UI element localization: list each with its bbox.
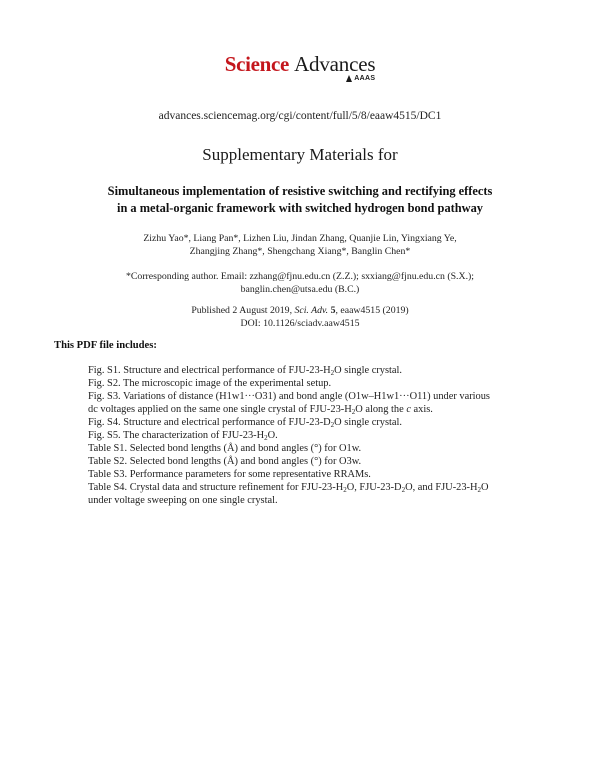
- item-text: Table S4. Crystal data and structure refinement for FJU-23-H: [88, 482, 344, 493]
- published-line: [0, 304, 600, 317]
- aaas-triangle-icon: [346, 75, 352, 82]
- journal-abbrev: Sci. Adv.: [294, 305, 329, 316]
- axis-label: c: [406, 404, 411, 415]
- includes-heading: This PDF file includes:: [54, 340, 157, 351]
- logo-science-word: Science: [224, 52, 290, 76]
- list-item: [88, 442, 558, 455]
- article-url[interactable]: advances.sciencemag.org/cgi/content/full/5/8/eaaw4515/DC1: [158, 110, 442, 122]
- publication-info: [0, 304, 600, 330]
- item-text: Fig. S5. The characterization of FJU-23-H: [88, 430, 265, 441]
- subscript: 2: [477, 486, 482, 494]
- list-item: [88, 377, 558, 390]
- published-suffix: , eaaw4515 (2019): [335, 305, 409, 316]
- paper-title: [0, 183, 600, 217]
- corresponding-line-2: banglin.chen@utsa.edu (B.C.): [240, 284, 360, 295]
- item-text: Fig. S4. Structure and electrical performance of FJU-23-D: [88, 417, 331, 428]
- logo-advances-group: [294, 52, 376, 82]
- item-text: O along the: [355, 404, 407, 415]
- list-item: [88, 455, 558, 468]
- item-text: Table S1. Selected bond lengths (Å) and bond angles (°) for O1w.: [88, 443, 362, 454]
- item-text: O single crystal.: [334, 417, 402, 428]
- item-text: Fig. S3. Variations of distance (H1w1···O31) and bond angle (O1w–H1w1···O11) under various: [88, 391, 490, 402]
- item-text: Table S2. Selected bond lengths (Å) and bond angles (°) for O3w.: [88, 456, 362, 467]
- list-item: [88, 468, 558, 481]
- item-text: axis.: [410, 404, 433, 415]
- corresponding-authors: [0, 270, 600, 296]
- list-item: [88, 364, 558, 377]
- authors-line-2: Zhangjing Zhang*, Shengchang Xiang*, Banglin Chen*: [189, 246, 411, 257]
- item-text: dc voltages applied on the same one single crystal of FJU-23-H: [88, 404, 352, 415]
- journal-volume: 5: [328, 305, 336, 316]
- list-item: [88, 429, 558, 442]
- published-prefix: Published 2 August 2019,: [191, 305, 295, 316]
- item-text: O.: [267, 430, 278, 441]
- aaas-label: AAAS: [354, 75, 376, 82]
- contents-list: [88, 364, 558, 507]
- item-text: under voltage sweeping on one single crystal.: [88, 495, 278, 506]
- journal-logo: [0, 52, 600, 82]
- author-list: [0, 232, 600, 258]
- item-text: Table S3. Performance parameters for some representative RRAMs.: [88, 469, 371, 480]
- subscript: 2: [330, 369, 335, 377]
- item-text: Fig. S2. The microscopic image of the experimental setup.: [88, 378, 332, 389]
- list-item: [88, 390, 558, 416]
- doi[interactable]: DOI: 10.1126/sciadv.aaw4515: [240, 318, 360, 329]
- item-text: O single crystal.: [334, 365, 402, 376]
- paper-title-line-2: in a metal-organic framework with switched hydrogen bond pathway: [117, 201, 483, 215]
- list-item: [88, 416, 558, 429]
- list-item: [88, 481, 558, 507]
- item-text: O, and FJU-23-H: [405, 482, 478, 493]
- item-text: Fig. S1. Structure and electrical performance of FJU-23-H: [88, 365, 331, 376]
- aaas-logo: [346, 75, 375, 82]
- supplementary-title: Supplementary Materials for: [202, 145, 398, 164]
- item-text: O: [481, 482, 489, 493]
- paper-title-line-1: Simultaneous implementation of resistive switching and rectifying effects: [107, 184, 493, 198]
- authors-line-1: Zizhu Yao*, Liang Pan*, Lizhen Liu, Jindan Zhang, Quanjie Lin, Yingxiang Ye,: [143, 233, 457, 244]
- item-text: O, FJU-23-D: [346, 482, 402, 493]
- subscript: 2: [330, 421, 335, 429]
- logo-advances-word: Advances: [294, 52, 376, 76]
- subscript: 2: [343, 486, 347, 494]
- corresponding-line-1: *Corresponding author. Email: zzhang@fjnu.edu.cn (Z.Z.); sxxiang@fjnu.edu.cn (S.X.);: [125, 271, 475, 282]
- subscript: 2: [264, 434, 268, 442]
- subscript: 2: [351, 408, 356, 416]
- subscript: 2: [401, 486, 406, 494]
